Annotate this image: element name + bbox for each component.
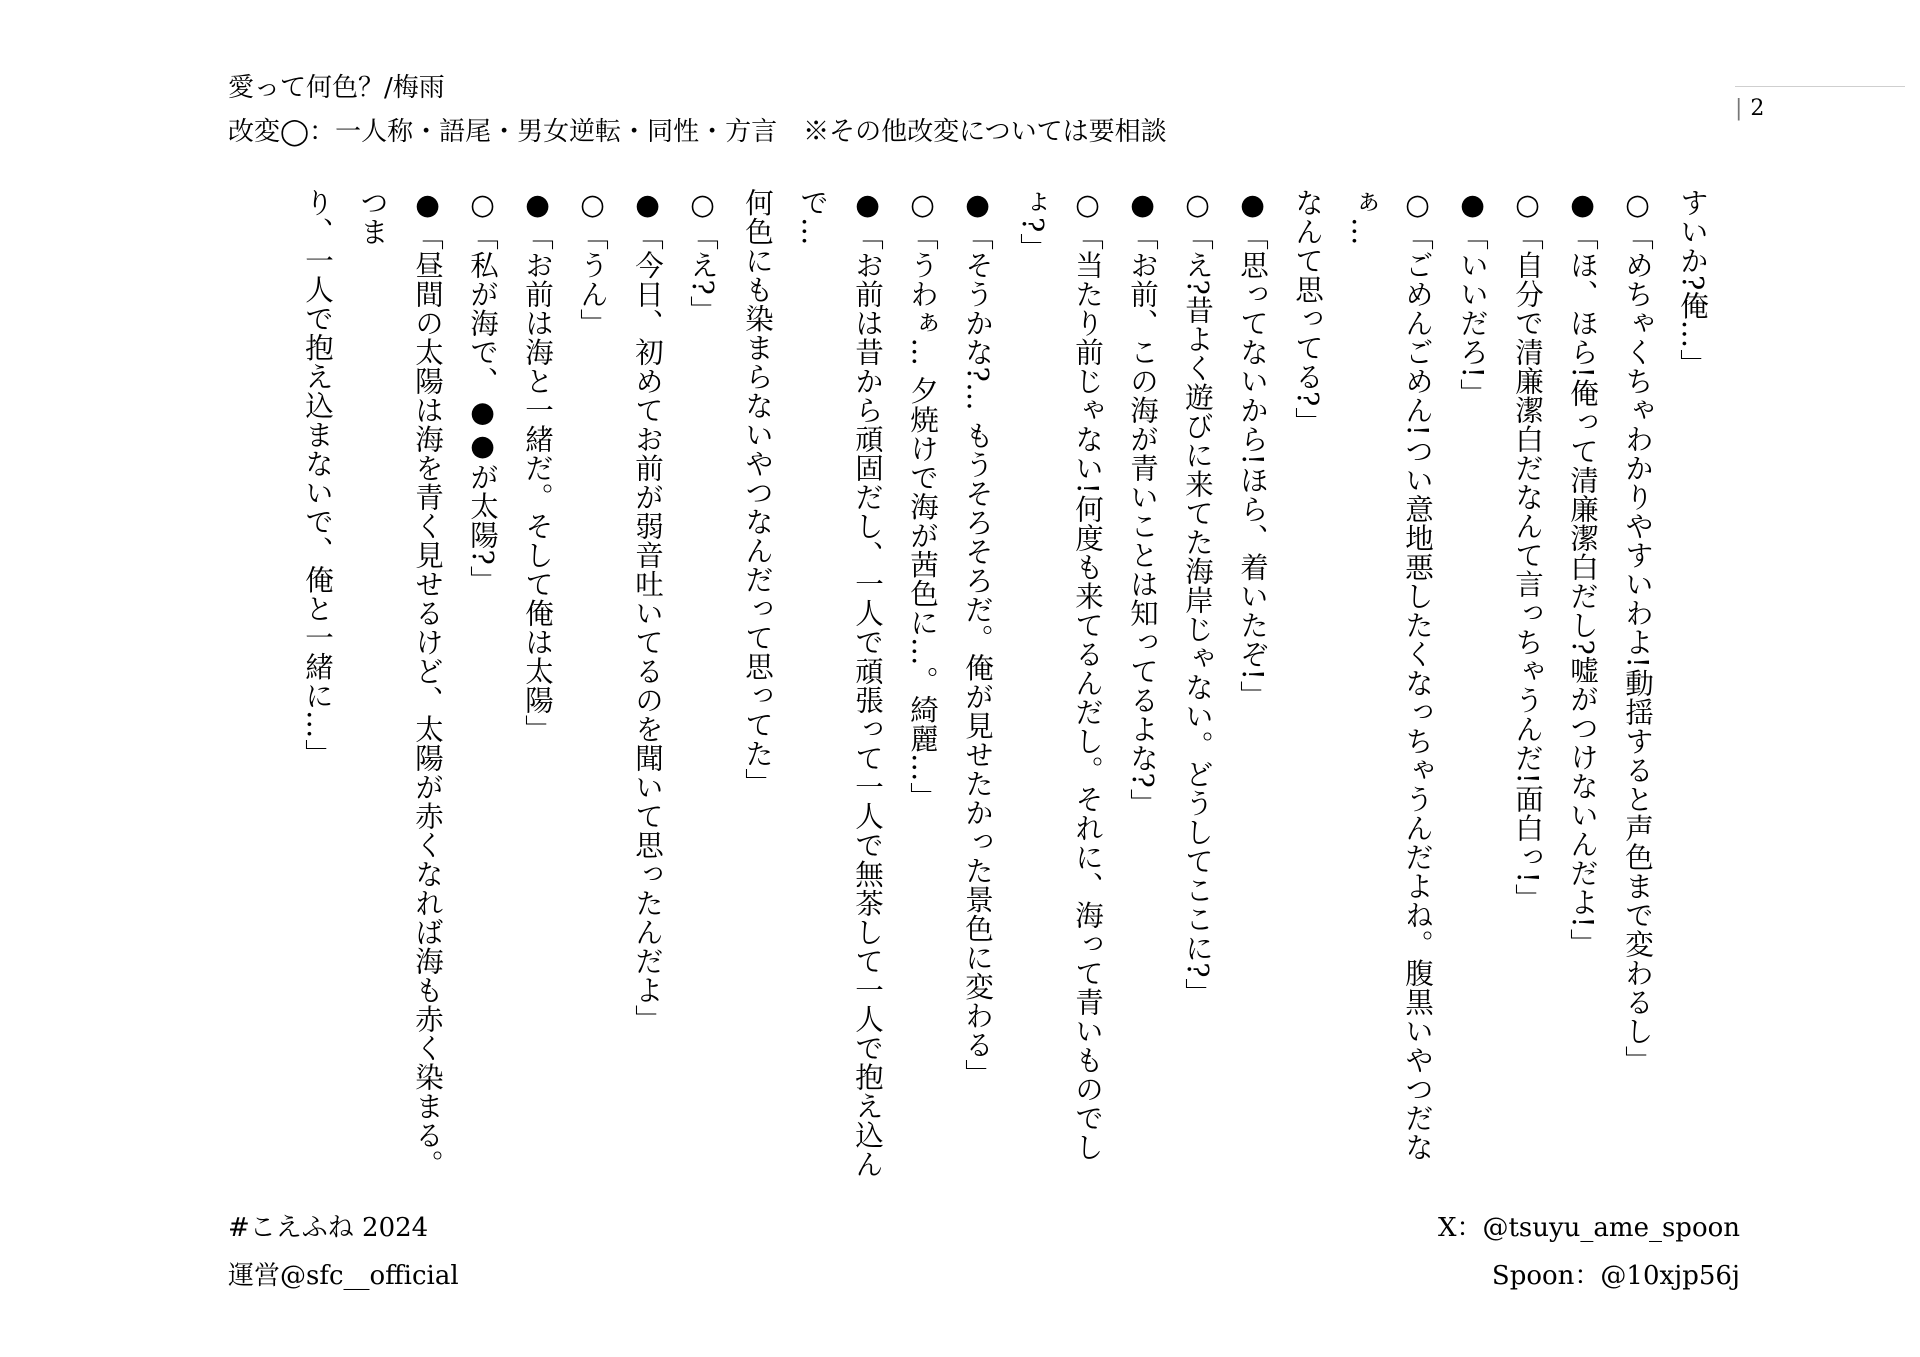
- script-line: [1665, 188, 1720, 1188]
- speaker-open-circle: ○: [1181, 188, 1214, 222]
- speaker-filled-circle: ●: [961, 188, 994, 222]
- script-line: [620, 188, 675, 1188]
- x-account: X：@tsuyu_ame_spoon: [1437, 1213, 1740, 1243]
- script-line-text: 「いいだろ!」: [1456, 221, 1489, 408]
- script-line: [730, 188, 785, 1188]
- speaker-filled-circle: ●: [851, 188, 884, 222]
- speaker-open-circle: ○: [576, 188, 609, 222]
- script-line-text: 「そうかな?… もうそろそろだ。俺が見せたかった景色に変わる」: [961, 221, 994, 1088]
- script-line: [1005, 188, 1115, 1188]
- script-line-text: 「自分で清廉潔白だなんて言っちゃうんだ!面白っ!」: [1511, 221, 1544, 913]
- script-line: [1555, 188, 1610, 1188]
- speaker-filled-circle: ●: [1126, 188, 1159, 222]
- script-line-text: 「うん」: [576, 221, 609, 338]
- spoon-account: Spoon：@10xjp56j: [1491, 1261, 1740, 1291]
- speaker-open-circle: ○: [466, 188, 499, 222]
- script-line-text: 「今日、初めてお前が弱音吐いてるのを聞いて思ったんだよ」: [631, 221, 664, 1034]
- script-line-text: 「お前、この海が青いことは知ってるよな?」: [1126, 221, 1159, 818]
- speaker-open-circle: ○: [1401, 188, 1434, 222]
- script-line: [1225, 188, 1280, 1188]
- script-line-text: 「当たり前じゃない!何度も来てるんだし。それに、海って青いものでしょ?」: [1016, 188, 1104, 1162]
- script-line-text: 「え?」: [686, 221, 719, 325]
- usage-rules: 改変◯：一人称・語尾・男女逆転・同性・方言 ※その他改変については要相談: [228, 117, 1167, 147]
- script-line: [675, 188, 730, 1188]
- script-line: [345, 188, 455, 1188]
- script-line: [1115, 188, 1170, 1188]
- script-line: [510, 188, 565, 1188]
- script-line: [565, 188, 620, 1188]
- speaker-filled-circle: ●: [1566, 188, 1599, 222]
- script-line-text: 「え?昔よく遊びに来てた海岸じゃない。どうしてここに?」: [1181, 221, 1214, 1008]
- script-line: [1610, 188, 1665, 1188]
- script-line-text: 「ほ、ほら!俺って清廉潔白だし?嘘がつけないんだよ!」: [1566, 221, 1599, 958]
- event-hashtag: #こえふね 2024: [228, 1213, 429, 1243]
- page-number-rule: [1735, 86, 1905, 87]
- script-line-text: 「めちゃくちゃわかりやすいわよ!動揺すると声色まで変わるし」: [1621, 221, 1654, 1075]
- page-number: [1735, 96, 1764, 122]
- script-line-text: 何色にも染まらないやつなんだって思ってた」: [741, 188, 774, 797]
- script-line-text: 「お前は昔から頑固だし、一人で頑張って一人で無茶して一人で抱え込んで…: [796, 188, 884, 1179]
- document-title: 愛って何色？/梅雨: [228, 73, 445, 103]
- script-line: [290, 188, 345, 1188]
- speaker-open-circle: ○: [1071, 188, 1104, 222]
- script-line-text: すいか?俺…」: [1676, 188, 1709, 378]
- page-number-bar: |: [1735, 96, 1743, 121]
- script-line: [1500, 188, 1555, 1188]
- speaker-open-circle: ○: [1621, 188, 1654, 222]
- script-line: [1335, 188, 1445, 1188]
- script-line-text: なんて思ってる?」: [1291, 188, 1324, 436]
- speaker-filled-circle: ●: [1236, 188, 1269, 222]
- script-line-text: 「ごめんごめん!つい意地悪したくなっちゃうんだよね。腹黒いやつだなぁ…: [1346, 188, 1434, 1162]
- script-line-text: 「私が海で、●●が太陽?」: [466, 221, 499, 595]
- script-line-text: り、一人で抱え込まないで、俺と一緒に…」: [301, 188, 334, 768]
- speaker-filled-circle: ●: [631, 188, 664, 222]
- script-line: [785, 188, 895, 1188]
- speaker-open-circle: ○: [686, 188, 719, 222]
- script-line: [895, 188, 950, 1188]
- speaker-open-circle: ○: [906, 188, 939, 222]
- speaker-filled-circle: ●: [1456, 188, 1489, 222]
- script-body: [230, 188, 1720, 1188]
- speaker-open-circle: ○: [1511, 188, 1544, 222]
- speaker-filled-circle: ●: [411, 188, 444, 222]
- script-line-text: 「お前は海と一緒だ。そして俺は太陽」: [521, 221, 554, 744]
- script-line-text: 「思ってないから!ほら、着いたぞ!」: [1236, 221, 1269, 710]
- script-line: [950, 188, 1005, 1188]
- script-line-text: 「昼間の太陽は海を青く見せるけど、太陽が赤くなれば海も赤く染まる。つま: [356, 188, 444, 1179]
- organizer-account: 運営@sfc__official: [228, 1261, 459, 1291]
- script-line-text: 「うわぁ… 夕焼けで海が茜色に…。綺麗…」: [906, 221, 939, 812]
- script-line: [1445, 188, 1500, 1188]
- script-line: [1170, 188, 1225, 1188]
- script-line: [455, 188, 510, 1188]
- speaker-filled-circle: ●: [521, 188, 554, 222]
- page-number-value: 2: [1750, 96, 1765, 121]
- script-line: [1280, 188, 1335, 1188]
